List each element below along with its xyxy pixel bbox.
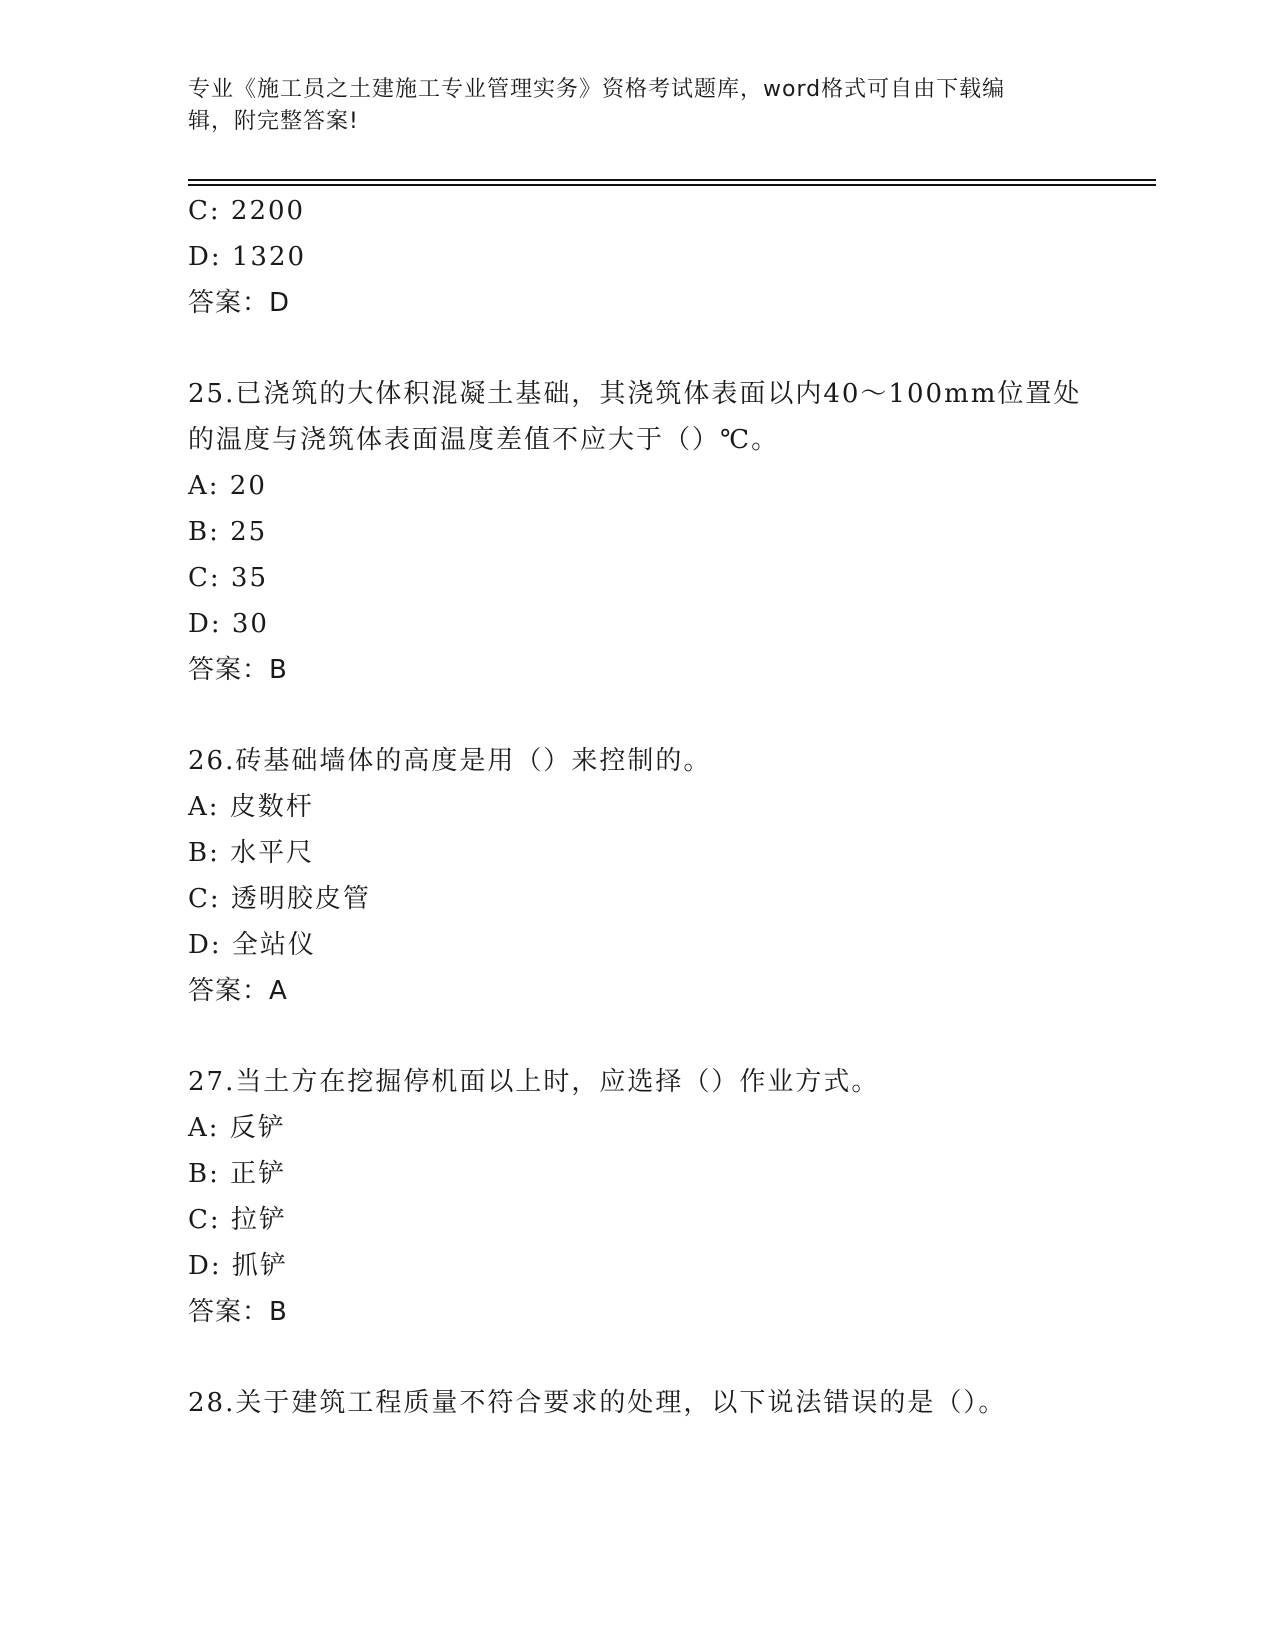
question-25 (188, 371, 1088, 693)
option-d: D: 抓铲 (188, 1251, 288, 1281)
question-24-tail (188, 188, 1088, 326)
answer: 答案：B (188, 1297, 288, 1327)
spacer (188, 1014, 1088, 1059)
spacer (188, 1335, 1088, 1380)
spacer (188, 693, 1088, 738)
answer: 答案：D (188, 288, 291, 318)
option-b: B: 正铲 (188, 1159, 287, 1189)
option-b: B: 25 (188, 517, 268, 547)
question-text: 27.当土方在挖掘停机面以上时，应选择（）作业方式。 (188, 1067, 880, 1097)
document-header (188, 74, 1088, 138)
header-line-2: 辑，附完整答案! (188, 109, 359, 134)
header-line-1: 专业《施工员之土建施工专业管理实务》资格考试题库，word格式可自由下载编 (188, 77, 1006, 102)
option-a: A: 皮数杆 (188, 792, 314, 822)
option-c: C: 拉铲 (188, 1205, 287, 1235)
header-rule-bottom (188, 184, 1156, 186)
question-text-line-1: 25.已浇筑的大体积混凝土基础，其浇筑体表面以内40～100mm位置处 (188, 379, 1082, 409)
question-26 (188, 738, 1088, 1014)
option-c: C: 2200 (188, 196, 306, 226)
question-list (188, 188, 1088, 1426)
option-c: C: 透明胶皮管 (188, 884, 371, 914)
answer: 答案：A (188, 976, 288, 1006)
question-27 (188, 1059, 1088, 1335)
option-d: D: 全站仪 (188, 930, 316, 960)
option-a: A: 反铲 (188, 1113, 286, 1143)
option-d: D: 30 (188, 609, 269, 639)
question-text: 26.砖基础墙体的高度是用（）来控制的。 (188, 746, 712, 776)
spacer (188, 326, 1088, 371)
option-a: A: 20 (188, 471, 267, 501)
option-b: B: 水平尺 (188, 838, 315, 868)
question-text-line-2: 的温度与浇筑体表面温度差值不应大于（）℃。 (188, 425, 780, 455)
header-rule-top (188, 179, 1156, 181)
option-c: C: 35 (188, 563, 269, 593)
question-28 (188, 1380, 1088, 1426)
answer: 答案：B (188, 655, 288, 685)
option-d: D: 1320 (188, 242, 307, 272)
question-text: 28.关于建筑工程质量不符合要求的处理，以下说法错误的是（）。 (188, 1388, 1007, 1418)
